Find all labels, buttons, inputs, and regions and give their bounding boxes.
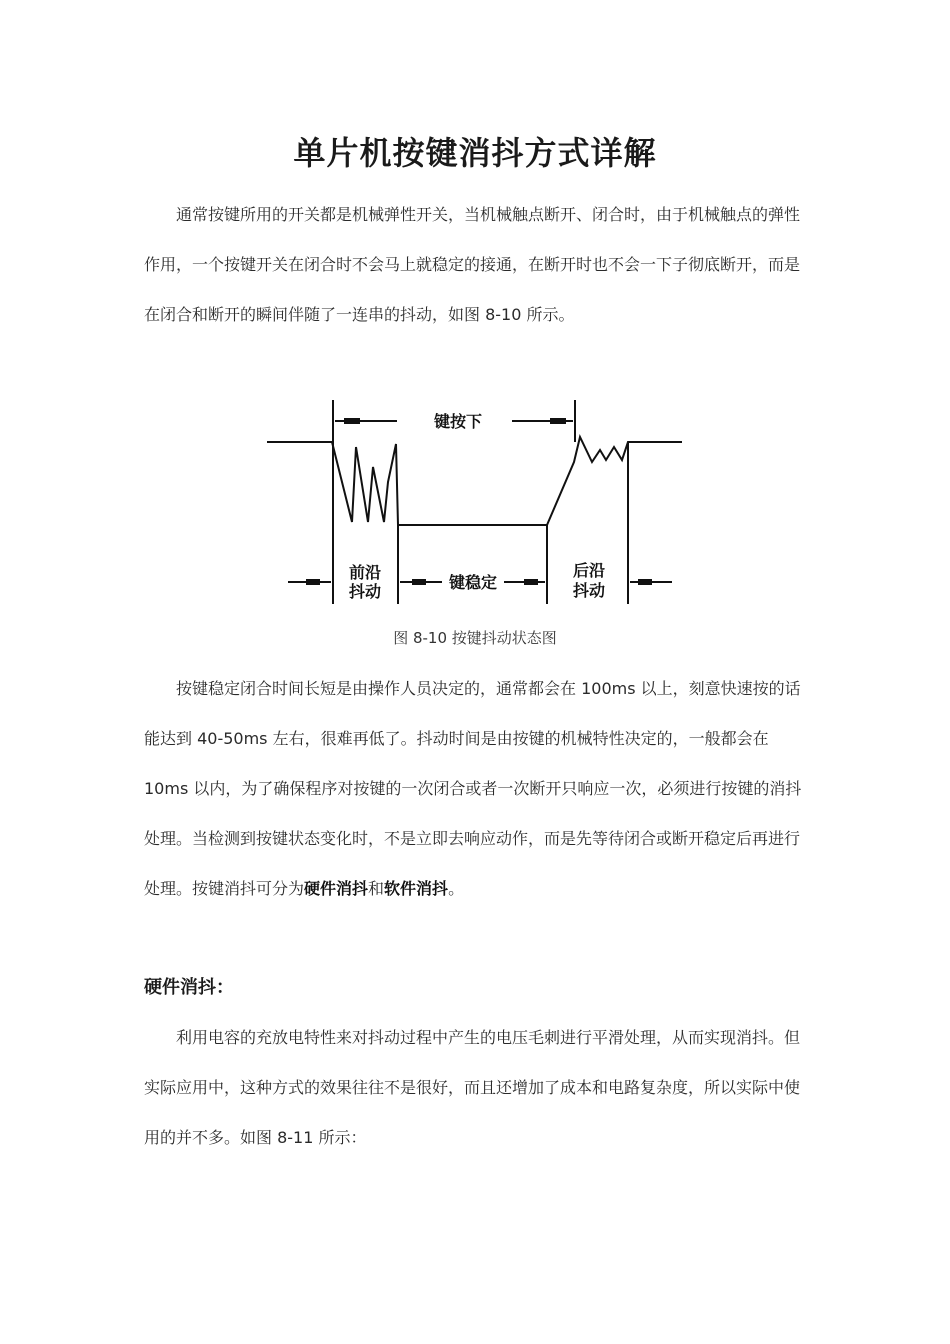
label-key-stable: 键稳定 xyxy=(448,573,498,592)
bottom-head-1 xyxy=(306,579,320,585)
label-leading-bounce-1: 前沿 xyxy=(348,563,382,582)
top-arrow-head-left xyxy=(344,418,360,424)
label-trailing-bounce-1: 后沿 xyxy=(572,561,606,580)
timing-paragraph xyxy=(144,664,810,914)
label-trailing-bounce-2: 抖动 xyxy=(572,581,606,600)
software-debounce-term: 软件消抖 xyxy=(384,879,449,898)
page-title: 单片机按键消抖方式详解 xyxy=(293,134,657,172)
hardware-paragraph xyxy=(144,1013,810,1163)
intro-paragraph xyxy=(144,190,810,340)
timing-paragraph-text: 按键稳定闭合时间长短是由操作人员决定的，通常都会在 100ms 以上，刻意快速按的话能达到 40-50ms 左右，很难再低了。抖动时间是由按键的机械特性决定的，一般都会在 10ms 以内，为了确保程序对按键的一次闭合或者一次断开只响应一次，必须进行按键的消抖处理。当检测到按键状态变化时，不是立即去响应动作，而是先等待闭合或断开稳定后再进行处理。按键消抖可分为 xyxy=(144,679,802,898)
bottom-head-3 xyxy=(524,579,538,585)
label-leading-bounce-2: 抖动 xyxy=(348,582,382,601)
bottom-head-4 xyxy=(638,579,652,585)
intro-paragraph-text: 通常按键所用的开关都是机械弹性开关，当机械触点断开、闭合时，由于机械触点的弹性作用，一个按键开关在闭合时不会马上就稳定的接通，在断开时也不会一下子彻底断开，而是在闭合和断开的瞬间伴随了一连串的抖动，如图 8-10 所示。 xyxy=(144,205,801,324)
conjunction-text: 和 xyxy=(368,879,385,898)
label-key-pressed: 键按下 xyxy=(433,412,483,431)
figure-caption: 图 8-10 按键抖动状态图 xyxy=(393,629,557,647)
hardware-debounce-term: 硬件消抖 xyxy=(304,879,369,898)
top-arrow-head-right xyxy=(550,418,566,424)
bottom-head-2 xyxy=(412,579,426,585)
bounce-diagram-svg xyxy=(262,392,692,612)
waveform-line xyxy=(267,437,682,525)
bounce-diagram xyxy=(262,392,692,616)
sentence-end: 。 xyxy=(448,879,465,898)
section-heading-hardware: 硬件消抖： xyxy=(144,977,234,998)
hardware-paragraph-text: 利用电容的充放电特性来对抖动过程中产生的电压毛刺进行平滑处理，从而实现消抖。但实际应用中，这种方式的效果往往不是很好，而且还增加了成本和电路复杂度，所以实际中使用的并不多。如图 8-11 所示： xyxy=(144,1028,801,1147)
